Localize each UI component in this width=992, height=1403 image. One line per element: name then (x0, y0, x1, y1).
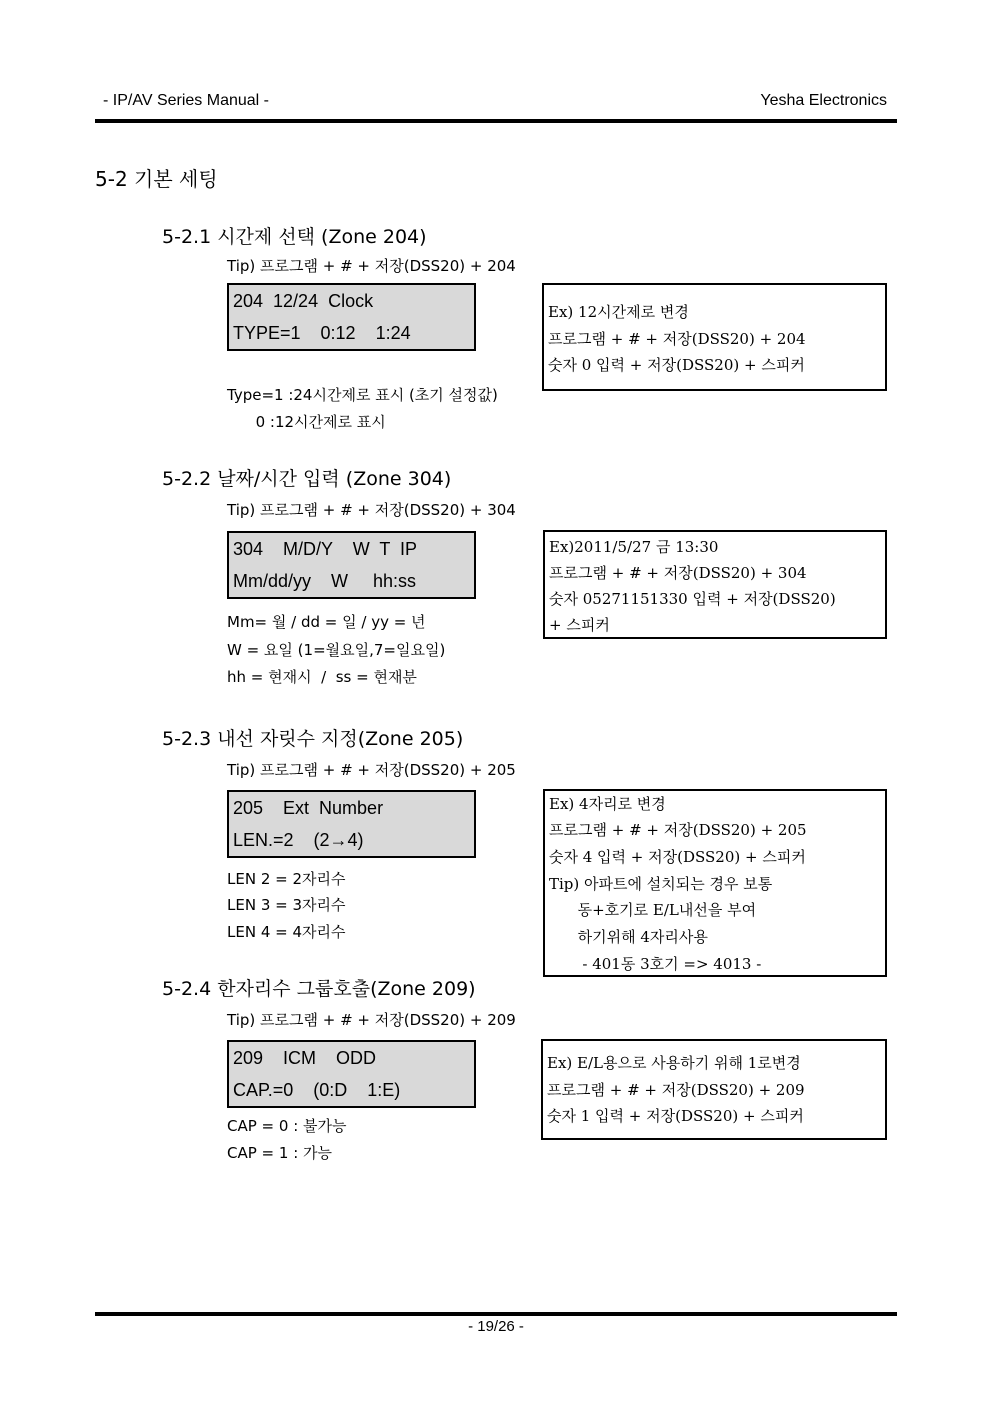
note-line: LEN 4 = 4자리수 (227, 923, 346, 941)
note-line: W = 요일 (1=월요일,7=일요일) (227, 641, 446, 659)
example-line: 동+호기로 E/L내선을 부여 (549, 901, 757, 919)
note-line: Mm= 월 / dd = 일 / yy = 년 (227, 613, 426, 631)
note-line: 0 :12시간제로 표시 (227, 413, 386, 431)
note-line: CAP = 1 : 가능 (227, 1144, 332, 1162)
example-line: 프로그램 + # + 저장(DSS20) + 304 (549, 564, 807, 582)
lcd-line-2: TYPE=1 0:12 1:24 (233, 323, 411, 343)
example-line: Ex) 12시간제로 변경 (548, 303, 689, 321)
lcd-line-1: 304 M/D/Y W T IP (233, 539, 418, 559)
subsection-title-304: 5-2.2 날짜/시간 입력 (Zone 304) (162, 468, 452, 490)
lcd-line-2: LEN.=2 (2→4) (233, 830, 364, 850)
note-line: LEN 3 = 3자리수 (227, 896, 346, 914)
header-right: Yesha Electronics (760, 92, 887, 109)
example-line: 프로그램 + # + 저장(DSS20) + 204 (548, 330, 806, 348)
example-line: 프로그램 + # + 저장(DSS20) + 209 (547, 1081, 805, 1099)
lcd-line-1: 204 12/24 Clock (233, 291, 374, 311)
lcd-line-1: 205 Ext Number (233, 798, 384, 818)
subsection-title-205: 5-2.3 내선 자릿수 지정(Zone 205) (162, 728, 464, 750)
example-box-204 (542, 283, 887, 391)
example-line: 하기위해 4자리사용 (549, 928, 708, 946)
example-box-209 (541, 1039, 887, 1140)
lcd-line-2: CAP.=0 (0:D 1:E) (233, 1080, 401, 1100)
example-line: 숫자 1 입력 + 저장(DSS20) + 스피커 (547, 1107, 804, 1125)
footer-rule (95, 1312, 897, 1316)
tip-304: Tip) 프로그램 + # + 저장(DSS20) + 304 (227, 501, 516, 519)
lcd-display-304 (227, 531, 476, 599)
tip-204: Tip) 프로그램 + # + 저장(DSS20) + 204 (227, 257, 516, 275)
example-line: + 스피커 (549, 616, 610, 634)
lcd-display-204 (227, 283, 476, 351)
subsection-title-204: 5-2.1 시간제 선택 (Zone 204) (162, 226, 427, 248)
page-number: - 19/26 - (468, 1318, 524, 1335)
tip-205: Tip) 프로그램 + # + 저장(DSS20) + 205 (227, 761, 516, 779)
example-line: 프로그램 + # + 저장(DSS20) + 205 (549, 821, 807, 839)
example-line: 숫자 05271151330 입력 + 저장(DSS20) (549, 590, 836, 608)
subsection-title-209: 5-2.4 한자리수 그룹호출(Zone 209) (162, 978, 476, 1000)
note-line: hh = 현재시 / ss = 현재분 (227, 668, 417, 686)
section-title: 5-2 기본 세팅 (95, 167, 218, 191)
header-left: - IP/AV Series Manual - (103, 92, 269, 109)
lcd-display-205 (227, 790, 476, 858)
header-rule (95, 119, 897, 123)
lcd-display-209 (227, 1040, 476, 1108)
note-line: CAP = 0 : 불가능 (227, 1117, 347, 1135)
example-box-205 (543, 789, 887, 977)
tip-209: Tip) 프로그램 + # + 저장(DSS20) + 209 (227, 1011, 516, 1029)
example-box-304 (543, 530, 887, 639)
example-line: Ex) E/L용으로 사용하기 위해 1로변경 (547, 1054, 801, 1072)
note-line: Type=1 :24시간제로 표시 (초기 설정값) (227, 386, 498, 404)
example-line: Ex)2011/5/27 금 13:30 (549, 538, 719, 556)
example-line: 숫자 0 입력 + 저장(DSS20) + 스피커 (548, 356, 805, 374)
example-line: - 401동 3호기 => 4013 - (549, 955, 762, 973)
lcd-line-1: 209 ICM ODD (233, 1048, 377, 1068)
lcd-line-2: Mm/dd/yy W hh:ss (233, 571, 417, 591)
example-line: Ex) 4자리로 변경 (549, 795, 666, 813)
example-line: 숫자 4 입력 + 저장(DSS20) + 스피커 (549, 848, 806, 866)
example-line: Tip) 아파트에 설치되는 경우 보통 (549, 875, 773, 893)
note-line: LEN 2 = 2자리수 (227, 870, 346, 888)
